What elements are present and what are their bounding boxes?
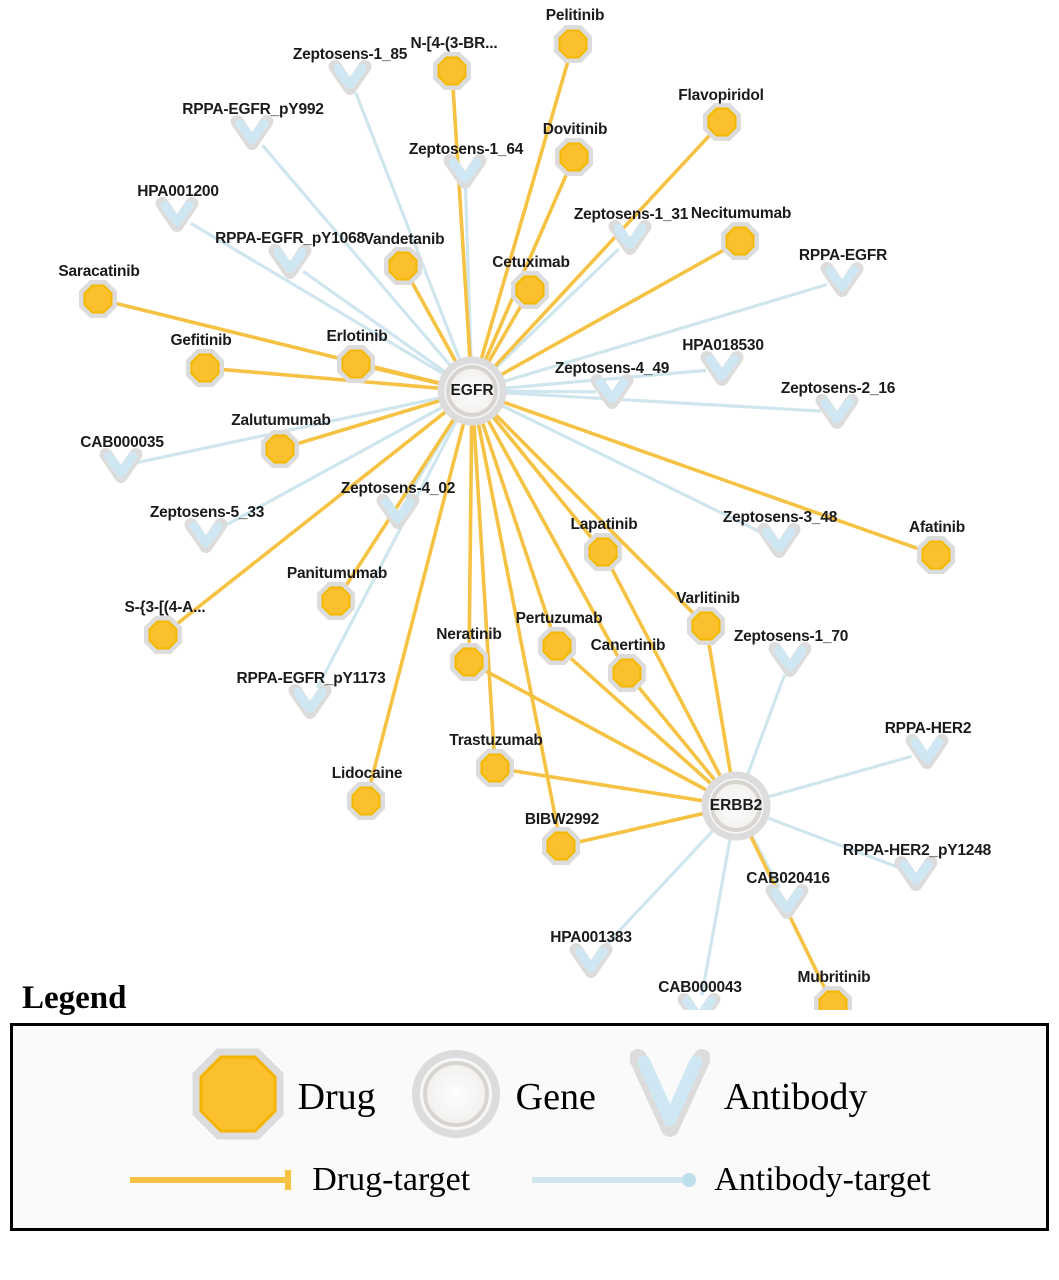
drug-node[interactable] [81,282,115,316]
legend [0,980,1059,1231]
drug-node[interactable] [557,140,591,174]
drug-node-label: Vandetanib [363,231,445,248]
antibody-target-edge[interactable] [356,93,463,367]
drug-target-edge[interactable] [222,369,442,388]
antibody-node-label: RPPA-EGFR_pY1173 [236,670,386,687]
antibody-node[interactable] [764,529,794,551]
antibody-node-label: Zeptosens-1_85 [292,46,408,63]
drug-node-label: S-{3-[(4-A... [124,599,206,616]
drug-target-edge[interactable] [345,416,455,587]
antibody-target-edge[interactable] [761,756,912,799]
drug-node-label: Zalutumumab [231,412,331,429]
antibody-node-label: CAB020416 [746,870,830,887]
drug-node-label: Cetuximab [492,254,570,271]
antibody-node-label: Zeptosens-3_48 [722,509,838,526]
drug-node-label: Canertinib [590,637,666,654]
drug-node-label: Mubritinib [797,969,871,986]
circle-gene-icon [410,1048,502,1145]
antibody-node[interactable] [295,690,325,712]
drug-node-label: Panitumumab [286,565,388,582]
antibody-target-edge[interactable] [745,675,784,782]
legend-title: Legend [22,980,127,1016]
legend-edge-row [13,1161,1046,1199]
legend-label-drug-target: Drug-target [312,1161,471,1198]
antibody-node-label: RPPA-HER2_pY1248 [842,842,992,859]
drug-node[interactable] [146,618,180,652]
drug-node-label: Varlitinib [676,590,740,607]
drug-target-edge[interactable] [709,643,731,777]
drug-target-edge[interactable] [638,686,717,783]
drug-node[interactable] [540,629,574,663]
drug-node-label: Lapatinib [570,516,638,533]
drug-node[interactable] [319,584,353,618]
drug-node-label: Lidocaine [331,765,403,782]
antibody-target-edge[interactable] [498,392,821,411]
drug-node[interactable] [188,351,222,385]
antibody-target-edge[interactable] [303,271,451,376]
legend-label-drug: Drug [297,1075,376,1118]
drug-node-label: N-[4-(3-BR... [410,35,498,52]
antibody-target-edge-icon [530,1167,700,1193]
antibody-node[interactable] [275,250,305,272]
antibody-node[interactable] [106,454,136,476]
antibody-node-label: Zeptosens-2_16 [780,380,896,397]
legend-item-gene [410,1048,596,1145]
legend-node-row [13,1026,1046,1145]
drug-node-label: Trastuzumab [449,732,543,749]
drug-target-edge[interactable] [474,421,494,751]
drug-node-label: Afatinib [908,519,966,536]
antibody-node[interactable] [772,890,802,912]
drug-node[interactable] [610,656,644,690]
antibody-node-label: Zeptosens-4_02 [340,480,456,497]
antibody-node-label: RPPA-EGFR [798,247,888,264]
drug-node-label: Pelitinib [545,7,605,24]
legend-box [10,1023,1049,1231]
drug-node-label: Pertuzumab [515,610,603,627]
antibody-node[interactable] [827,268,857,290]
drug-node-label: Saracatinib [58,263,140,280]
antibody-node[interactable] [576,949,606,971]
legend-item-drug-target [128,1161,470,1199]
drug-node-label: Dovitinib [542,121,608,138]
octagon-drug-icon [192,1048,284,1145]
legend-label-antibody: Antibody [723,1075,868,1118]
antibody-node-label: RPPA-EGFR_pY1068 [215,230,365,247]
drug-node[interactable] [556,27,590,61]
antibody-node[interactable] [615,226,645,248]
antibody-node[interactable] [775,648,805,670]
drug-node-label: Erlotinib [326,328,388,345]
antibody-node[interactable] [912,740,942,762]
gene-node-label: ERBB2 [709,797,763,814]
drug-node[interactable] [586,535,620,569]
legend-item-antibody [630,1048,868,1145]
legend-item-antibody-target [530,1161,931,1199]
antibody-node-label: CAB000043 [658,979,742,996]
antibody-node[interactable] [901,862,931,884]
drug-target-edge-icon [128,1167,298,1193]
drug-node[interactable] [349,784,383,818]
antibody-node-label: Zeptosens-4_49 [554,360,670,377]
drug-node[interactable] [544,829,578,863]
drug-target-edge[interactable] [480,60,568,362]
antibody-node[interactable] [237,121,267,143]
antibody-node[interactable] [707,357,737,379]
drug-node-label: Gefitinib [170,332,232,349]
drug-node[interactable] [478,751,512,785]
antibody-node[interactable] [335,66,365,88]
drug-node[interactable] [723,224,757,258]
antibody-node[interactable] [450,160,480,182]
chevron-antibody-icon [630,1048,710,1145]
antibody-node-label: HPA018530 [682,337,764,354]
antibody-node-label: RPPA-EGFR_pY992 [182,101,324,118]
legend-label-antibody-target: Antibody-target [714,1161,931,1198]
antibody-node-label: Zeptosens-1_70 [733,628,849,645]
antibody-node-label: Zeptosens-1_31 [573,206,689,223]
drug-node[interactable] [919,538,953,572]
drug-node-label: Flavopiridol [678,87,764,104]
drug-node-label: Necitumumab [690,205,792,222]
antibody-node[interactable] [822,400,852,422]
antibody-node-label: HPA001200 [137,183,219,200]
legend-item-drug [192,1048,376,1145]
antibody-node-label: Zeptosens-1_64 [408,141,524,158]
drug-target-edge[interactable] [493,412,694,614]
antibody-node-label: RPPA-HER2 [884,720,972,737]
drug-node[interactable] [452,645,486,679]
drug-target-edge[interactable] [481,419,551,629]
drug-target-edge[interactable] [500,401,920,549]
drug-node[interactable] [705,105,739,139]
drug-node-label: Neratinib [436,626,502,643]
legend-label-gene: Gene [515,1075,596,1118]
drug-node[interactable] [689,609,723,643]
drug-node[interactable] [513,273,547,307]
drug-node[interactable] [339,347,373,381]
drug-target-edge[interactable] [469,421,471,645]
antibody-node-label: Zeptosens-5_33 [149,504,265,521]
antibody-node-label: HPA001383 [550,929,632,946]
drug-node-label: BIBW2992 [524,811,600,828]
drug-node[interactable] [435,54,469,88]
gene-node-label: EGFR [450,382,494,399]
antibody-node[interactable] [162,203,192,225]
antibody-target-edge[interactable] [702,832,732,996]
drug-node[interactable] [386,249,420,283]
antibody-node[interactable] [191,524,221,546]
drug-target-edge[interactable] [492,134,710,369]
drug-node[interactable] [263,432,297,466]
antibody-node-label: CAB000035 [80,434,164,451]
